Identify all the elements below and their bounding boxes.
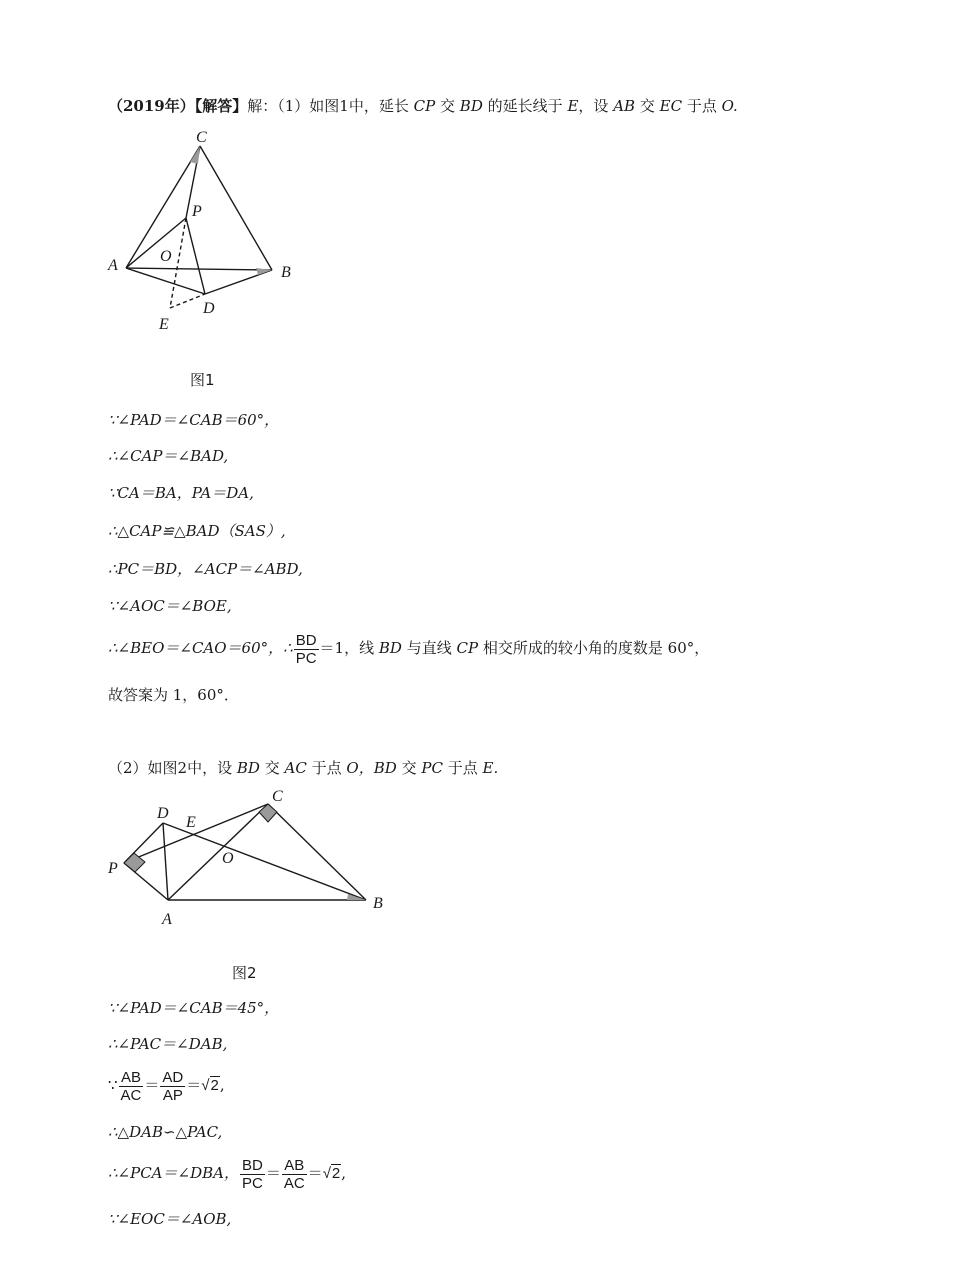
figure-2-caption: 图2 — [232, 964, 257, 982]
intro-text: 交 — [264, 759, 280, 777]
intro-text: O. — [721, 97, 738, 115]
fraction-denominator: AC — [283, 1174, 305, 1192]
sqrt-sign: √ — [201, 1077, 210, 1094]
fig1-label-o: O — [160, 248, 172, 265]
intro-text: 交 — [440, 97, 456, 115]
intro-text: 的延长线于 — [487, 97, 563, 115]
proof-line-ratio — [108, 1065, 225, 1106]
fig1-label-b: B — [281, 264, 291, 281]
proof-line: ∴∠PAC＝∠DAB, — [108, 1035, 228, 1053]
answer-tag: 【解答】 — [194, 97, 248, 115]
intro-line — [108, 96, 738, 116]
intro-text: PC — [421, 759, 443, 777]
figure-1-diagram — [100, 122, 320, 342]
proof-line: ∴△CAP≌△BAD（SAS）, — [108, 522, 286, 540]
fig2-label-d: D — [157, 805, 169, 822]
proof-line: ∵∠PAD＝∠CAB＝60°， — [108, 411, 280, 429]
figure-1-caption: 图1 — [190, 371, 215, 389]
fraction-denominator: PC — [295, 649, 317, 667]
fraction-numerator: AB — [282, 1157, 307, 1175]
proof-line: ∵CA＝BA，PA＝DA, — [108, 484, 254, 502]
answer-line: 故答案为 1，60°． — [108, 686, 239, 704]
fig1-label-c: C — [196, 129, 207, 146]
fraction-bd-pc — [294, 632, 319, 667]
intro-text: 于点 — [311, 759, 342, 777]
fig2-label-o: O — [222, 850, 234, 867]
fig1-label-e: E — [159, 316, 169, 333]
intro-text: AB — [613, 97, 636, 115]
sqrt-two — [201, 1066, 220, 1106]
proof-line: ∴∠CAP＝∠BAD, — [108, 447, 229, 465]
sqrt-sign: √ — [322, 1165, 331, 1182]
proof-text: ＝ — [265, 1164, 281, 1182]
fraction-ad-ap — [160, 1069, 185, 1104]
intro-text: E. — [482, 759, 499, 777]
fraction-denominator: AC — [120, 1086, 142, 1104]
fraction-ab-ac — [282, 1157, 307, 1192]
fraction-denominator: AP — [162, 1086, 183, 1104]
intro-text: BD — [373, 759, 397, 777]
fraction-bd-pc — [240, 1157, 265, 1192]
proof-line: ∵∠AOC＝∠BOE, — [108, 597, 232, 615]
proof-line: ∴PC＝BD，∠ACP＝∠ABD, — [108, 560, 303, 578]
intro-text: （2）如图2中，设 — [108, 759, 233, 777]
proof-text: BD — [378, 639, 402, 657]
intro-text: 于点 — [686, 97, 717, 115]
proof-line-ratio — [108, 629, 709, 667]
intro-text: 解：（1）如图1中，延长 — [247, 97, 409, 115]
intro-text: EC — [659, 97, 683, 115]
intro-text: O， — [346, 759, 374, 777]
intro-text: E — [567, 97, 579, 115]
proof-line: ∴△DAB∽△PAC, — [108, 1123, 223, 1141]
intro-text: AC — [284, 759, 307, 777]
proof-text: , — [341, 1164, 347, 1182]
fig2-label-b: B — [373, 895, 383, 912]
fig2-label-c: C — [272, 788, 283, 805]
year-label: （2019年） — [108, 97, 195, 115]
intro-text: BD — [459, 97, 483, 115]
proof-text: ＝1，线 — [319, 639, 375, 657]
proof-line-ratio — [108, 1153, 346, 1194]
proof-text: CP — [456, 639, 479, 657]
sqrt-radicand: 2 — [210, 1077, 219, 1094]
fraction-numerator: AB — [119, 1069, 144, 1087]
figure-2-diagram — [100, 782, 400, 932]
intro-text: 交 — [639, 97, 655, 115]
fig1-label-p: P — [192, 203, 202, 220]
proof-text: ∵ — [108, 1076, 118, 1094]
proof-text: 相交所成的较小角的度数是 60°， — [482, 639, 710, 657]
fig1-label-a: A — [108, 257, 118, 274]
fraction-numerator: BD — [295, 631, 317, 649]
intro-text: 交 — [401, 759, 417, 777]
proof-text: ＝ — [307, 1164, 323, 1182]
sqrt-two — [323, 1154, 342, 1194]
proof-text: , — [219, 1076, 225, 1094]
sqrt-radicand: 2 — [331, 1165, 341, 1182]
proof-text: ∴∠BEO＝∠CAO＝60°，∴ — [108, 639, 293, 657]
fraction-numerator: BD — [241, 1156, 263, 1174]
proof-text: 与直线 — [406, 639, 452, 657]
proof-text: ∴∠PCA＝∠DBA， — [108, 1164, 239, 1182]
fraction-numerator: AD — [162, 1068, 184, 1086]
proof-text: ＝ — [144, 1076, 160, 1094]
fig2-label-e: E — [186, 814, 196, 831]
proof-line: ∵∠EOC＝∠AOB, — [108, 1210, 232, 1228]
intro-text: BD — [236, 759, 260, 777]
intro-text: 于点 — [447, 759, 478, 777]
fig2-label-p: P — [108, 860, 118, 877]
proof-line: ∵∠PAD＝∠CAB＝45°， — [108, 999, 280, 1017]
proof-text: ＝ — [186, 1076, 202, 1094]
fraction-denominator: PC — [241, 1174, 263, 1192]
intro-text: CP — [413, 97, 436, 115]
intro-text: ，设 — [578, 97, 609, 115]
part2-intro-line — [108, 758, 498, 778]
fraction-ab-ac — [119, 1069, 144, 1104]
fig1-label-d: D — [203, 300, 215, 317]
fig2-label-a: A — [162, 911, 172, 928]
